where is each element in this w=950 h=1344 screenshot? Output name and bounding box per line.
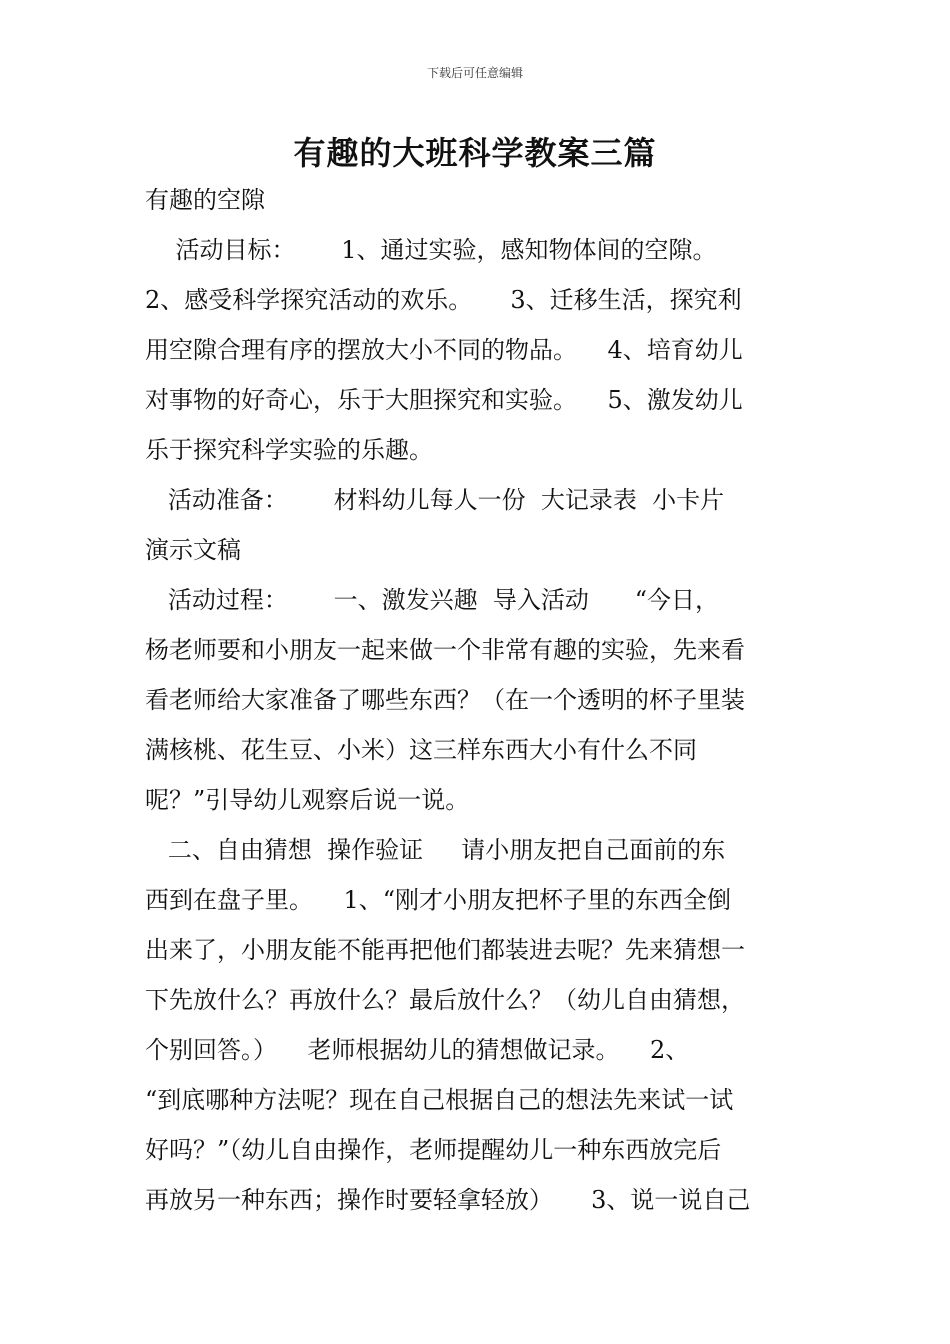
paragraph-line: 西到在盘子里。 1、“刚才小朋友把杯子里的东西全倒 [145, 886, 732, 914]
paragraph-line: 看老师给大家准备了哪些东西？（在一个透明的杯子里装 [145, 686, 745, 714]
paragraph-line: 活动目标： 1、通过实验，感知物体间的空隙。 [145, 236, 717, 264]
paragraph-line: 对事物的好奇心，乐于大胆探究和实验。 5、激发幼儿 [145, 386, 743, 414]
paragraph-line: 出来了，小朋友能不能再把他们都装进去呢？先来猜想一 [145, 936, 745, 964]
paragraph-line: “到底哪种方法呢？现在自己根据自己的想法先来试一试 [145, 1086, 734, 1114]
paragraph-line: 演示文稿 [145, 536, 241, 564]
paragraph-line: 好吗？”（幼儿自由操作，老师提醒幼儿一种东西放完后 [145, 1136, 722, 1164]
paragraph-line: 满核桃、花生豆、小米）这三样东西大小有什么不同 [145, 736, 697, 764]
paragraph-line: 活动准备： 材料幼儿每人一份 大记录表 小卡片 [145, 486, 725, 514]
paragraph-line: 活动过程： 一、激发兴趣 导入活动 “今日， [145, 586, 719, 614]
paragraph-line: 下先放什么？再放什么？最后放什么？（幼儿自由猜想， [145, 986, 745, 1014]
paragraph-line: 杨老师要和小朋友一起来做一个非常有趣的实验，先来看 [145, 636, 745, 664]
paragraph-line: 再放另一种东西；操作时要轻拿轻放） 3、说一说自己 [145, 1186, 751, 1214]
paragraph-line: 个别回答。） 老师根据幼儿的猜想做记录。 2、 [145, 1036, 690, 1064]
paragraph-line: 2、感受科学探究活动的欢乐。 3、迁移生活，探究利 [145, 286, 742, 314]
page-title: 有趣的大班科学教案三篇 [293, 134, 657, 172]
header-note: 下载后可任意编辑 [426, 66, 523, 80]
paragraph-line: 乐于探究科学实验的乐趣。 [145, 436, 433, 464]
paragraph-line: 二、自由猜想 操作验证 请小朋友把自己面前的东 [145, 836, 726, 864]
section-heading: 有趣的空隙 [145, 186, 265, 214]
paragraph-line: 呢？”引导幼儿观察后说一说。 [145, 786, 470, 814]
paragraph-line: 用空隙合理有序的摆放大小不同的物品。 4、培育幼儿 [145, 336, 743, 364]
